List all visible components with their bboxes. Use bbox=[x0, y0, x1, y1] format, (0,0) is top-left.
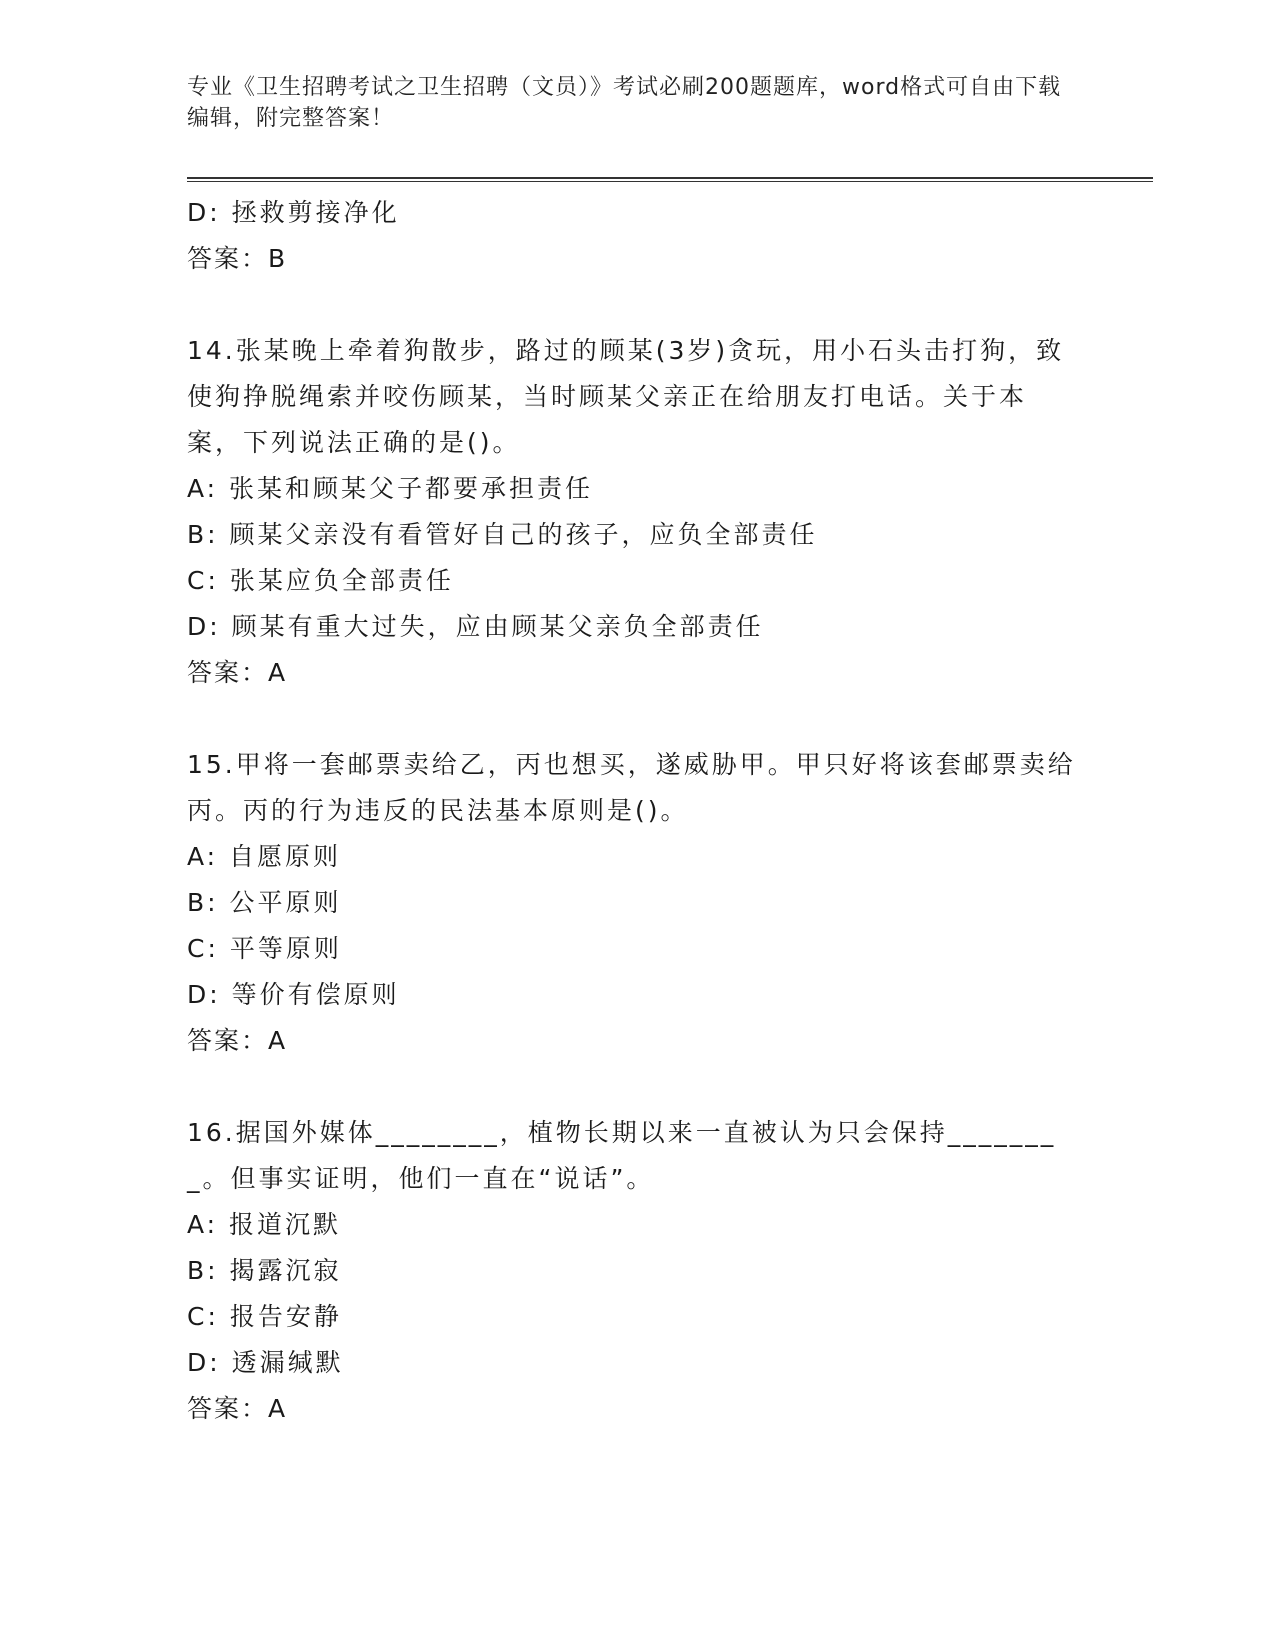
option-c: C: 报告安静 bbox=[187, 1302, 342, 1331]
option-c: C: 平等原则 bbox=[187, 934, 342, 963]
question-stem: 15.甲将一套邮票卖给乙，丙也想买，遂威胁甲。甲只好将该套邮票卖给丙。丙的行为违反的民法基本原则是()。 bbox=[187, 750, 1076, 825]
option-d: D: 透漏缄默 bbox=[187, 1348, 344, 1377]
option-a: A: 自愿原则 bbox=[187, 842, 342, 871]
question-14 bbox=[187, 328, 1087, 696]
question-stem: 16.据国外媒体________，植物长期以来一直被认为只会保持________。但事实证明，他们一直在“说话”。 bbox=[187, 1118, 1057, 1193]
option-b: B: 顾某父亲没有看管好自己的孩子，应负全部责任 bbox=[187, 520, 818, 549]
answer: 答案：A bbox=[187, 658, 288, 687]
question-16 bbox=[187, 1110, 1087, 1432]
answer: 答案：A bbox=[187, 1026, 288, 1055]
answer: 答案：A bbox=[187, 1394, 288, 1423]
option-a: A: 张某和顾某父子都要承担责任 bbox=[187, 474, 594, 503]
option-c: C: 张某应负全部责任 bbox=[187, 566, 454, 595]
header-divider bbox=[187, 177, 1153, 182]
spacer bbox=[187, 1064, 1087, 1110]
option-b: B: 揭露沉寂 bbox=[187, 1256, 342, 1285]
previous-question-answer: 答案：B bbox=[187, 244, 288, 273]
spacer bbox=[187, 282, 1087, 328]
document-header: 专业《卫生招聘考试之卫生招聘（文员）》考试必刷200题题库，word格式可自由下载编辑，附完整答案！ bbox=[187, 75, 1062, 131]
previous-question-option-d: D: 拯救剪接净化 bbox=[187, 198, 400, 227]
question-15 bbox=[187, 742, 1087, 1064]
option-a: A: 报道沉默 bbox=[187, 1210, 342, 1239]
option-d: D: 等价有偿原则 bbox=[187, 980, 400, 1009]
spacer bbox=[187, 696, 1087, 742]
option-d: D: 顾某有重大过失，应由顾某父亲负全部责任 bbox=[187, 612, 764, 641]
question-stem: 14.张某晚上牵着狗散步，路过的顾某(3岁)贪玩，用小石头击打狗，致使狗挣脱绳索并咬伤顾某，当时顾某父亲正在给朋友打电话。关于本案，下列说法正确的是()。 bbox=[187, 336, 1065, 457]
option-b: B: 公平原则 bbox=[187, 888, 342, 917]
question-content bbox=[187, 190, 1087, 1432]
